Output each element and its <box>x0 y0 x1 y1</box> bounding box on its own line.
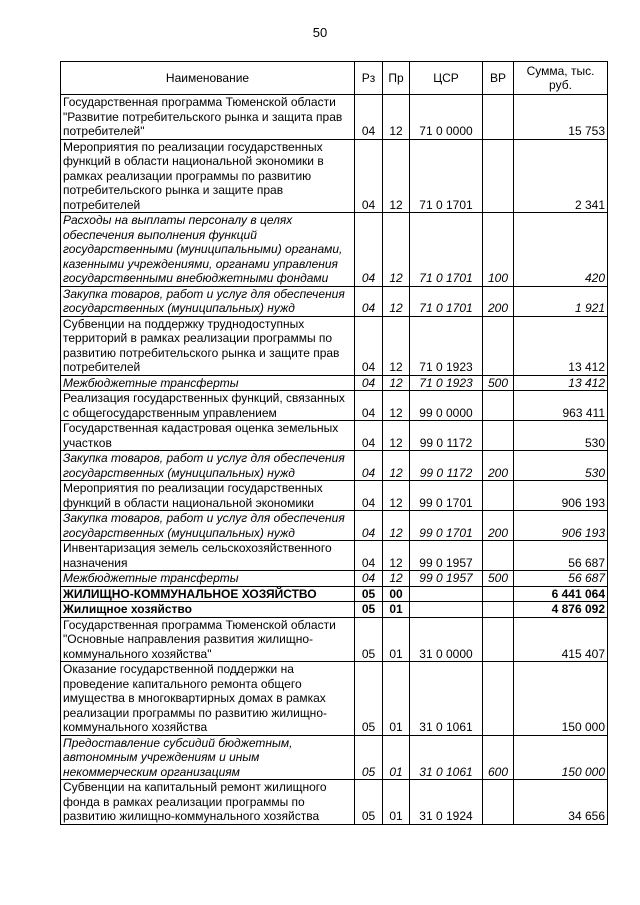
table-row <box>61 286 608 316</box>
table-row <box>61 541 608 571</box>
cell-csr: 99 0 1701 <box>410 511 483 541</box>
cell-rz: 04 <box>355 95 383 140</box>
cell-pr: 12 <box>383 451 410 481</box>
cell-csr: 31 0 1924 <box>410 780 483 825</box>
cell-name: Государственная программа Тюменской области "Развитие потребительского рынка и защита прав потребителей" <box>61 95 355 140</box>
table-row <box>61 316 608 375</box>
cell-csr: 99 0 1172 <box>410 421 483 451</box>
cell-rz: 04 <box>355 571 383 587</box>
cell-vr: 500 <box>483 571 514 587</box>
cell-name: Субвенции на поддержку труднодоступных территорий в рамках реализации программы по развитию потребительского рынка и защите прав потребителей <box>61 316 355 375</box>
cell-name: Реализация государственных функций, связанных с общегосударственным управлением <box>61 391 355 421</box>
cell-csr: 99 0 1172 <box>410 451 483 481</box>
cell-rz: 04 <box>355 213 383 287</box>
cell-vr <box>483 780 514 825</box>
cell-pr: 12 <box>383 286 410 316</box>
cell-name: Государственная программа Тюменской области "Основные направления развития жилищно-коммунального хозяйства" <box>61 617 355 662</box>
cell-sum: 963 411 <box>514 391 608 421</box>
cell-sum: 530 <box>514 421 608 451</box>
cell-sum: 150 000 <box>514 735 608 780</box>
cell-pr: 12 <box>383 316 410 375</box>
cell-csr <box>410 586 483 602</box>
cell-csr: 31 0 0000 <box>410 617 483 662</box>
cell-pr: 12 <box>383 571 410 587</box>
cell-sum: 4 876 092 <box>514 602 608 618</box>
cell-csr: 99 0 0000 <box>410 391 483 421</box>
cell-sum: 2 341 <box>514 139 608 213</box>
cell-vr <box>483 541 514 571</box>
cell-pr: 12 <box>383 139 410 213</box>
cell-csr: 99 0 1957 <box>410 571 483 587</box>
table-row <box>61 213 608 287</box>
cell-csr: 71 0 1701 <box>410 286 483 316</box>
cell-vr <box>483 481 514 511</box>
cell-name: Межбюджетные трансферты <box>61 571 355 587</box>
cell-rz: 04 <box>355 481 383 511</box>
cell-pr: 12 <box>383 375 410 391</box>
header-name: Наименование <box>61 62 355 95</box>
cell-sum: 56 687 <box>514 571 608 587</box>
header-vr: ВР <box>483 62 514 95</box>
table-row <box>61 421 608 451</box>
cell-pr: 12 <box>383 213 410 287</box>
cell-sum: 906 193 <box>514 511 608 541</box>
cell-vr <box>483 139 514 213</box>
cell-vr <box>483 602 514 618</box>
table-row <box>61 735 608 780</box>
table-row <box>61 617 608 662</box>
cell-pr: 12 <box>383 391 410 421</box>
cell-pr: 12 <box>383 95 410 140</box>
cell-vr <box>483 316 514 375</box>
cell-vr <box>483 617 514 662</box>
cell-rz: 05 <box>355 602 383 618</box>
cell-name: Жилищное хозяйство <box>61 602 355 618</box>
cell-pr: 12 <box>383 481 410 511</box>
cell-vr <box>483 95 514 140</box>
cell-vr: 500 <box>483 375 514 391</box>
table-row <box>61 451 608 481</box>
cell-name: Субвенции на капитальный ремонт жилищного фонда в рамках реализации программы по развитию жилищно-коммунального хозяйства <box>61 780 355 825</box>
table-row <box>61 139 608 213</box>
cell-name: Оказание государственной поддержки на проведение капитального ремонта общего имущества в многоквартирных домах в рамках реализации программы по развитию жилищно-коммунального хозяйства <box>61 662 355 736</box>
cell-vr: 200 <box>483 451 514 481</box>
cell-rz: 04 <box>355 316 383 375</box>
table-row <box>61 481 608 511</box>
cell-pr: 00 <box>383 586 410 602</box>
cell-rz: 04 <box>355 375 383 391</box>
table-row <box>61 602 608 618</box>
cell-name: Предоставление субсидий бюджетным, автономным учреждениям и иным некоммерческим организациям <box>61 735 355 780</box>
cell-pr: 01 <box>383 602 410 618</box>
cell-pr: 01 <box>383 617 410 662</box>
cell-pr: 01 <box>383 780 410 825</box>
cell-sum: 530 <box>514 451 608 481</box>
cell-name: Инвентаризация земель сельскохозяйственного назначения <box>61 541 355 571</box>
cell-rz: 04 <box>355 391 383 421</box>
cell-vr: 200 <box>483 511 514 541</box>
cell-csr: 31 0 1061 <box>410 735 483 780</box>
cell-csr: 99 0 1701 <box>410 481 483 511</box>
cell-csr <box>410 602 483 618</box>
cell-name: Закупка товаров, работ и услуг для обеспечения государственных (муниципальных) нужд <box>61 511 355 541</box>
cell-name: Межбюджетные трансферты <box>61 375 355 391</box>
cell-csr: 31 0 1061 <box>410 662 483 736</box>
cell-vr <box>483 391 514 421</box>
header-pr: Пр <box>383 62 410 95</box>
cell-rz: 04 <box>355 421 383 451</box>
cell-sum: 150 000 <box>514 662 608 736</box>
cell-csr: 99 0 1957 <box>410 541 483 571</box>
cell-sum: 1 921 <box>514 286 608 316</box>
cell-sum: 420 <box>514 213 608 287</box>
cell-rz: 04 <box>355 286 383 316</box>
cell-sum: 13 412 <box>514 375 608 391</box>
cell-pr: 01 <box>383 662 410 736</box>
cell-rz: 04 <box>355 511 383 541</box>
table-row <box>61 662 608 736</box>
cell-sum: 13 412 <box>514 316 608 375</box>
cell-rz: 04 <box>355 139 383 213</box>
table-row <box>61 571 608 587</box>
cell-name: Мероприятия по реализации государственных функций в области национальной экономики <box>61 481 355 511</box>
header-csr: ЦСР <box>410 62 483 95</box>
cell-csr: 71 0 1923 <box>410 316 483 375</box>
table-row <box>61 375 608 391</box>
cell-pr: 01 <box>383 735 410 780</box>
cell-rz: 04 <box>355 541 383 571</box>
cell-sum: 34 656 <box>514 780 608 825</box>
cell-vr <box>483 421 514 451</box>
header-sum: Сумма, тыс. руб. <box>514 62 608 95</box>
cell-rz: 05 <box>355 780 383 825</box>
cell-csr: 71 0 0000 <box>410 95 483 140</box>
cell-vr <box>483 662 514 736</box>
cell-vr: 200 <box>483 286 514 316</box>
cell-rz: 05 <box>355 662 383 736</box>
cell-rz: 05 <box>355 586 383 602</box>
cell-rz: 04 <box>355 451 383 481</box>
cell-csr: 71 0 1701 <box>410 139 483 213</box>
table-row <box>61 586 608 602</box>
table-row <box>61 391 608 421</box>
cell-vr <box>483 586 514 602</box>
cell-sum: 15 753 <box>514 95 608 140</box>
cell-pr: 12 <box>383 511 410 541</box>
table-header-row <box>61 62 608 95</box>
cell-sum: 415 407 <box>514 617 608 662</box>
cell-pr: 12 <box>383 421 410 451</box>
header-rz: Рз <box>355 62 383 95</box>
cell-csr: 71 0 1701 <box>410 213 483 287</box>
cell-name: Закупка товаров, работ и услуг для обеспечения государственных (муниципальных) нужд <box>61 286 355 316</box>
table-row <box>61 95 608 140</box>
cell-rz: 05 <box>355 735 383 780</box>
cell-name: Мероприятия по реализации государственных функций в области национальной экономики в рамках реализации программы по развитию потребительского рынка и защите прав потребителей <box>61 139 355 213</box>
budget-table <box>60 61 608 825</box>
cell-rz: 05 <box>355 617 383 662</box>
table-row <box>61 780 608 825</box>
cell-sum: 906 193 <box>514 481 608 511</box>
cell-sum: 56 687 <box>514 541 608 571</box>
page-number: 50 <box>312 25 328 40</box>
cell-name: Закупка товаров, работ и услуг для обеспечения государственных (муниципальных) нужд <box>61 451 355 481</box>
cell-pr: 12 <box>383 541 410 571</box>
cell-vr: 600 <box>483 735 514 780</box>
cell-csr: 71 0 1923 <box>410 375 483 391</box>
table-body <box>61 95 608 825</box>
cell-vr: 100 <box>483 213 514 287</box>
table-row <box>61 511 608 541</box>
cell-name: ЖИЛИЩНО-КОММУНАЛЬНОЕ ХОЗЯЙСТВО <box>61 586 355 602</box>
cell-name: Расходы на выплаты персоналу в целях обеспечения выполнения функций государственными (муниципальными) органами, казенными учреждениями, органами управления государственными внебюджетными фондами <box>61 213 355 287</box>
cell-name: Государственная кадастровая оценка земельных участков <box>61 421 355 451</box>
cell-sum: 6 441 064 <box>514 586 608 602</box>
